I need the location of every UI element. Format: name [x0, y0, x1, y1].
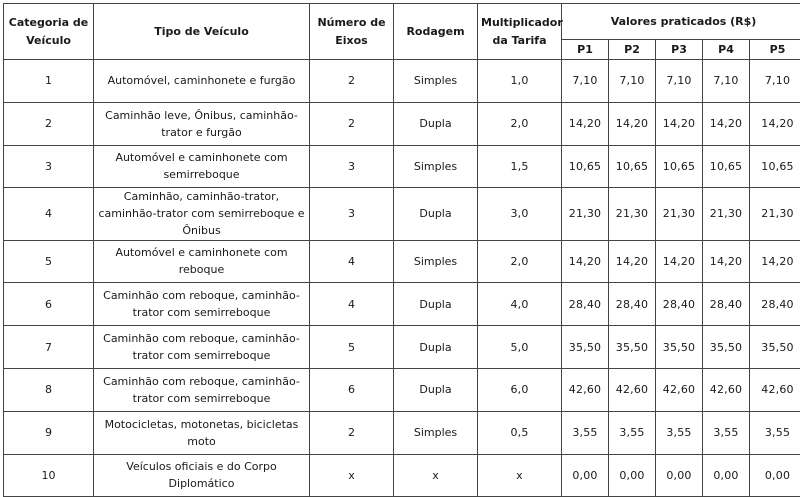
header-p5: P5: [750, 40, 800, 60]
cell-p1: 14,20: [562, 102, 609, 145]
cell-p2: 35,50: [609, 326, 656, 369]
table-row: [4, 60, 800, 103]
table-row: [4, 411, 800, 454]
cell-p1: 35,50: [562, 326, 609, 369]
cell-p4: 10,65: [703, 145, 750, 188]
cell-p5: 14,20: [750, 240, 800, 283]
cell-p1: 10,65: [562, 145, 609, 188]
header-categoria: Categoria de Veículo: [4, 4, 94, 60]
cell-tipo: Veículos oficiais e do Corpo Diplomático: [94, 454, 310, 497]
cell-p3: 14,20: [656, 102, 703, 145]
cell-p2: 21,30: [609, 188, 656, 240]
table-row: [4, 145, 800, 188]
header-rodagem: Rodagem: [394, 4, 478, 60]
cell-p5: 10,65: [750, 145, 800, 188]
cell-rodagem: Dupla: [394, 326, 478, 369]
cell-multiplicador: 4,0: [478, 283, 562, 326]
cell-rodagem: Dupla: [394, 283, 478, 326]
cell-p4: 14,20: [703, 102, 750, 145]
cell-rodagem: Simples: [394, 240, 478, 283]
cell-p4: 35,50: [703, 326, 750, 369]
cell-p2: 0,00: [609, 454, 656, 497]
cell-eixos: 4: [310, 240, 394, 283]
cell-multiplicador: 3,0: [478, 188, 562, 240]
cell-categoria: 6: [4, 283, 94, 326]
cell-p4: 0,00: [703, 454, 750, 497]
cell-p5: 21,30: [750, 188, 800, 240]
cell-p5: 14,20: [750, 102, 800, 145]
cell-multiplicador: x: [478, 454, 562, 497]
cell-p5: 42,60: [750, 368, 800, 411]
cell-p1: 14,20: [562, 240, 609, 283]
cell-p3: 21,30: [656, 188, 703, 240]
table-header-row: [4, 4, 800, 40]
header-p3: P3: [656, 40, 703, 60]
cell-tipo: Caminhão com reboque, caminhão-trator com semirreboque: [94, 368, 310, 411]
cell-p1: 0,00: [562, 454, 609, 497]
cell-p5: 0,00: [750, 454, 800, 497]
cell-eixos: 2: [310, 102, 394, 145]
cell-tipo: Automóvel, caminhonete e furgão: [94, 60, 310, 103]
cell-tipo: Automóvel e caminhonete com reboque: [94, 240, 310, 283]
cell-tipo: Automóvel e caminhonete com semirreboque: [94, 145, 310, 188]
cell-p5: 28,40: [750, 283, 800, 326]
cell-p4: 14,20: [703, 240, 750, 283]
cell-p3: 28,40: [656, 283, 703, 326]
cell-p4: 7,10: [703, 60, 750, 103]
cell-eixos: 3: [310, 188, 394, 240]
header-tipo: Tipo de Veículo: [94, 4, 310, 60]
cell-eixos: 6: [310, 368, 394, 411]
cell-tipo: Caminhão, caminhão-trator, caminhão-trator com semirreboque e Ônibus: [94, 188, 310, 240]
cell-p3: 14,20: [656, 240, 703, 283]
cell-p5: 35,50: [750, 326, 800, 369]
cell-p1: 28,40: [562, 283, 609, 326]
cell-rodagem: Simples: [394, 411, 478, 454]
table-row: [4, 283, 800, 326]
cell-p2: 14,20: [609, 102, 656, 145]
table-row: [4, 368, 800, 411]
table-row: [4, 102, 800, 145]
cell-p3: 42,60: [656, 368, 703, 411]
cell-tipo: Caminhão leve, Ônibus, caminhão-trator e furgão: [94, 102, 310, 145]
cell-rodagem: x: [394, 454, 478, 497]
cell-categoria: 7: [4, 326, 94, 369]
cell-p4: 3,55: [703, 411, 750, 454]
cell-categoria: 1: [4, 60, 94, 103]
cell-p4: 42,60: [703, 368, 750, 411]
cell-eixos: 2: [310, 411, 394, 454]
cell-categoria: 2: [4, 102, 94, 145]
header-p4: P4: [703, 40, 750, 60]
cell-rodagem: Simples: [394, 145, 478, 188]
cell-p3: 7,10: [656, 60, 703, 103]
cell-p2: 14,20: [609, 240, 656, 283]
cell-p4: 28,40: [703, 283, 750, 326]
cell-eixos: 3: [310, 145, 394, 188]
header-p2: P2: [609, 40, 656, 60]
toll-rate-table: [3, 3, 800, 497]
cell-rodagem: Simples: [394, 60, 478, 103]
cell-categoria: 10: [4, 454, 94, 497]
cell-p1: 3,55: [562, 411, 609, 454]
cell-categoria: 5: [4, 240, 94, 283]
cell-p5: 7,10: [750, 60, 800, 103]
cell-multiplicador: 1,0: [478, 60, 562, 103]
cell-p3: 0,00: [656, 454, 703, 497]
cell-p2: 42,60: [609, 368, 656, 411]
cell-p1: 7,10: [562, 60, 609, 103]
cell-multiplicador: 2,0: [478, 240, 562, 283]
header-multiplicador: Multiplicador da Tarifa: [478, 4, 562, 60]
cell-categoria: 3: [4, 145, 94, 188]
table-row: [4, 454, 800, 497]
cell-rodagem: Dupla: [394, 368, 478, 411]
cell-p2: 3,55: [609, 411, 656, 454]
cell-p4: 21,30: [703, 188, 750, 240]
table-row: [4, 188, 800, 240]
cell-multiplicador: 5,0: [478, 326, 562, 369]
cell-tipo: Caminhão com reboque, caminhão-trator com semirreboque: [94, 326, 310, 369]
table-row: [4, 240, 800, 283]
cell-p5: 3,55: [750, 411, 800, 454]
header-eixos: Número de Eixos: [310, 4, 394, 60]
header-p1: P1: [562, 40, 609, 60]
cell-p3: 10,65: [656, 145, 703, 188]
cell-categoria: 9: [4, 411, 94, 454]
table-row: [4, 326, 800, 369]
cell-eixos: 5: [310, 326, 394, 369]
cell-p3: 35,50: [656, 326, 703, 369]
header-valores: Valores praticados (R$): [562, 4, 800, 40]
cell-multiplicador: 1,5: [478, 145, 562, 188]
cell-categoria: 8: [4, 368, 94, 411]
cell-eixos: x: [310, 454, 394, 497]
cell-p2: 7,10: [609, 60, 656, 103]
cell-tipo: Caminhão com reboque, caminhão-trator com semirreboque: [94, 283, 310, 326]
cell-rodagem: Dupla: [394, 102, 478, 145]
cell-p1: 21,30: [562, 188, 609, 240]
cell-p3: 3,55: [656, 411, 703, 454]
cell-eixos: 2: [310, 60, 394, 103]
cell-multiplicador: 0,5: [478, 411, 562, 454]
cell-p1: 42,60: [562, 368, 609, 411]
cell-categoria: 4: [4, 188, 94, 240]
cell-tipo: Motocicletas, motonetas, bicicletas moto: [94, 411, 310, 454]
cell-multiplicador: 2,0: [478, 102, 562, 145]
cell-multiplicador: 6,0: [478, 368, 562, 411]
cell-p2: 10,65: [609, 145, 656, 188]
cell-rodagem: Dupla: [394, 188, 478, 240]
cell-p2: 28,40: [609, 283, 656, 326]
cell-eixos: 4: [310, 283, 394, 326]
